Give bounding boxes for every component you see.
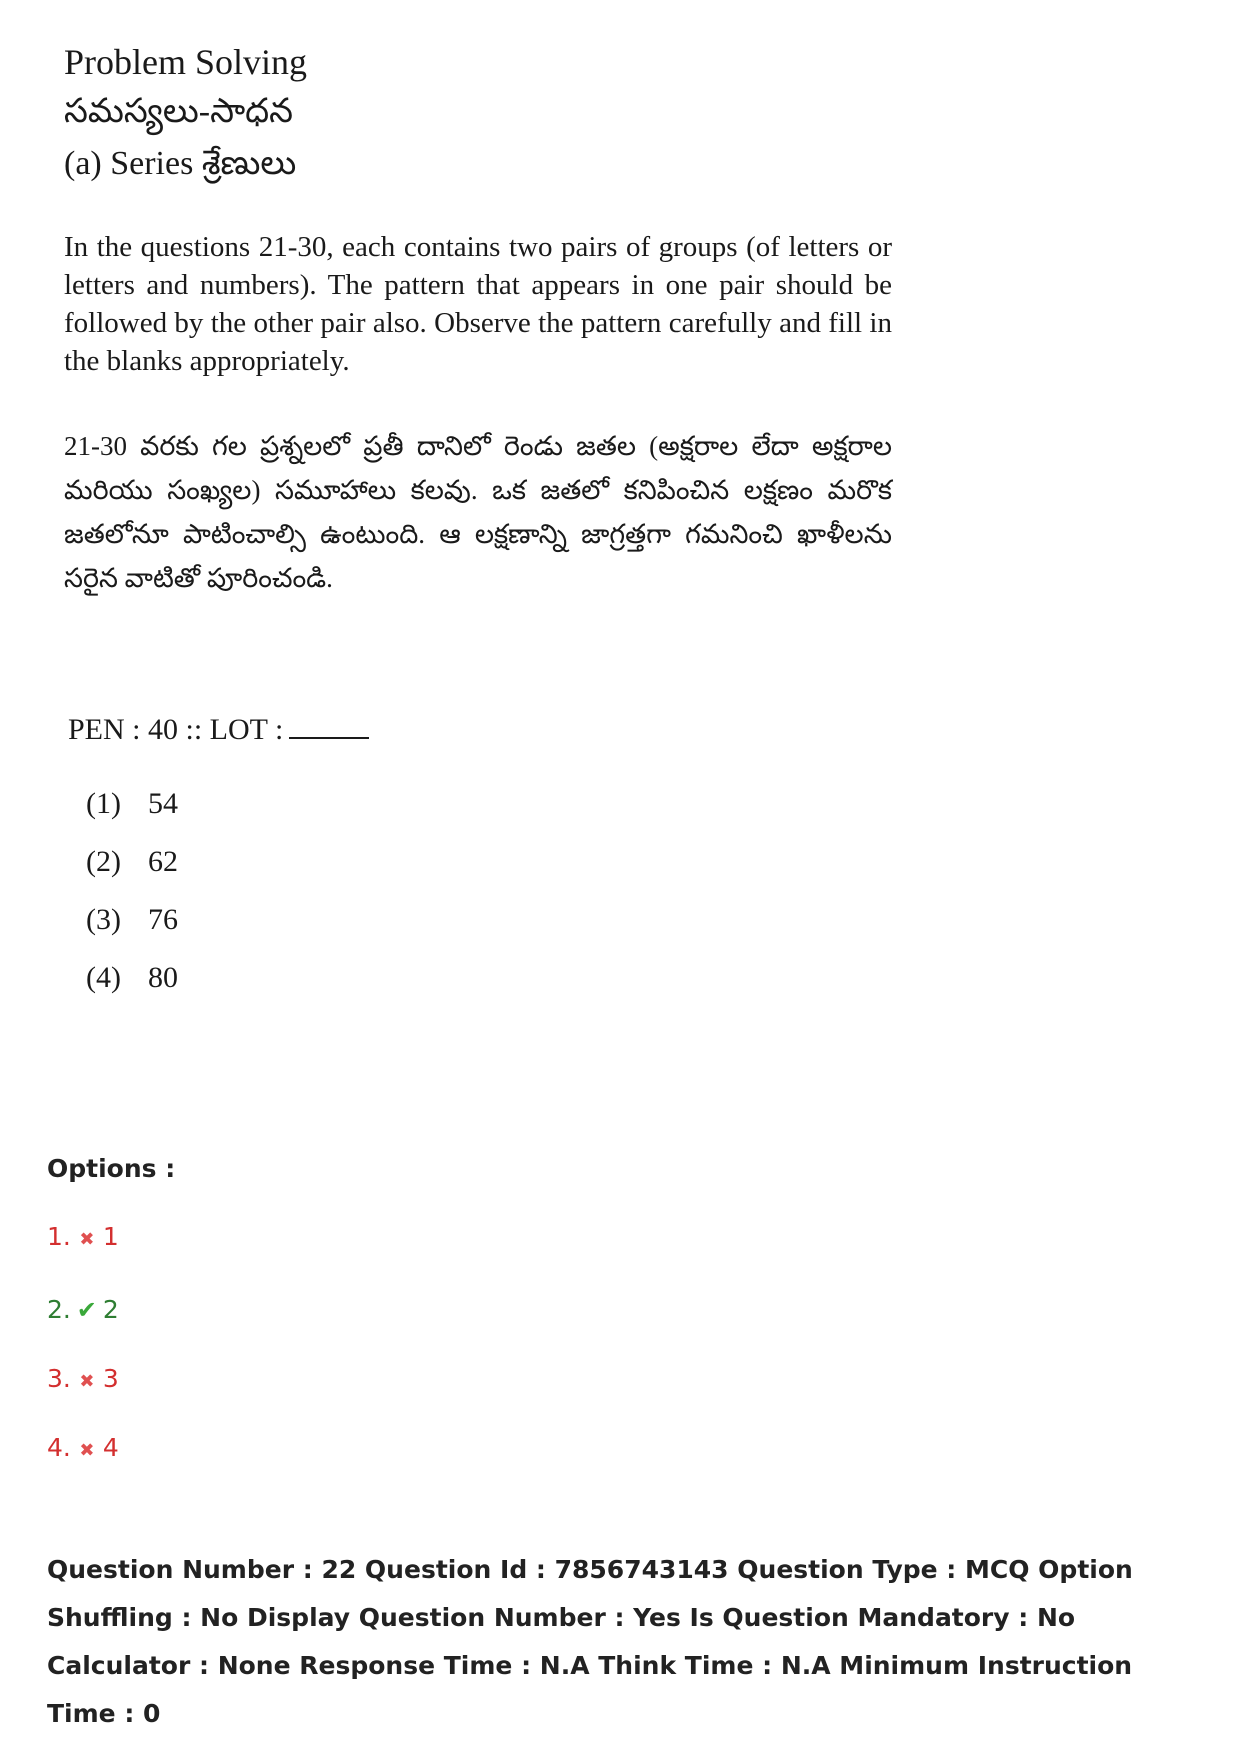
cross-icon: ✖	[79, 1371, 95, 1392]
instructions-telugu: 21-30 వరకు గల ప్రశ్నలలో ప్రతీ దానిలో రెండు జతల (అక్షరాల లేదా అక్షరాల మరియు సంఖ్యల) సమూహాలు కలవు. ఒక జతలో కనిపించిన లక్షణం మరొక జతలోనూ పాటించాల్సి ఉంటుంది. ఆ లక్షణాన్ని జాగ్రత్తగా గమనించి ఖాళీలను సరైన వాటితో పూరించండి.	[64, 431, 892, 593]
choice-number: (2)	[86, 845, 121, 878]
section-title: Problem Solving	[64, 42, 308, 82]
choice-item	[86, 784, 178, 824]
options-heading: Options :	[47, 1154, 176, 1183]
option-index: 3.	[47, 1364, 71, 1393]
option-label: 2	[102, 1295, 119, 1324]
option-label: 3	[102, 1364, 119, 1393]
option-item	[47, 1362, 119, 1399]
instructions-english: In the questions 21-30, each contains two pairs of groups (of letters or letters and numbers). The pattern that appears in one pair should be followed by the other pair also. Observe the pattern carefully and fill in the blanks appropriately.	[64, 231, 892, 377]
option-index: 1.	[47, 1222, 71, 1251]
choice-item	[86, 842, 178, 882]
choice-item	[86, 900, 178, 940]
option-item-correct	[47, 1293, 119, 1327]
question-metadata: Question Number : 22 Question Id : 7856743143 Question Type : MCQ Option Shuffling : No Display Question Number : Yes Is Question Mandatory : No Calculator : None Response Time : N.A Think Time : N.A Minimum Instruction Time : 0	[47, 1555, 1133, 1728]
option-index: 4.	[47, 1433, 71, 1462]
question-stem: PEN : 40 :: LOT :	[68, 713, 284, 746]
question-text	[68, 710, 369, 750]
choice-item	[86, 958, 178, 998]
option-item	[47, 1431, 119, 1468]
section-title-telugu: సమస్యలు-సాధన	[64, 93, 294, 130]
choice-value: 76	[148, 903, 178, 936]
choice-value: 54	[148, 787, 178, 820]
answer-blank	[289, 711, 369, 739]
choice-number: (3)	[86, 903, 121, 936]
check-icon: ✔	[76, 1296, 97, 1324]
option-label: 4	[102, 1433, 119, 1462]
choice-value: 62	[148, 845, 178, 878]
choice-value: 80	[148, 961, 178, 994]
choice-number: (1)	[86, 787, 121, 820]
cross-icon: ✖	[79, 1229, 95, 1250]
cross-icon: ✖	[79, 1440, 95, 1461]
option-index: 2.	[47, 1295, 71, 1324]
choice-number: (4)	[86, 961, 121, 994]
option-item	[47, 1220, 119, 1257]
subsection-title: (a) Series శ్రేణులు	[64, 145, 297, 182]
option-label: 1	[102, 1222, 119, 1251]
